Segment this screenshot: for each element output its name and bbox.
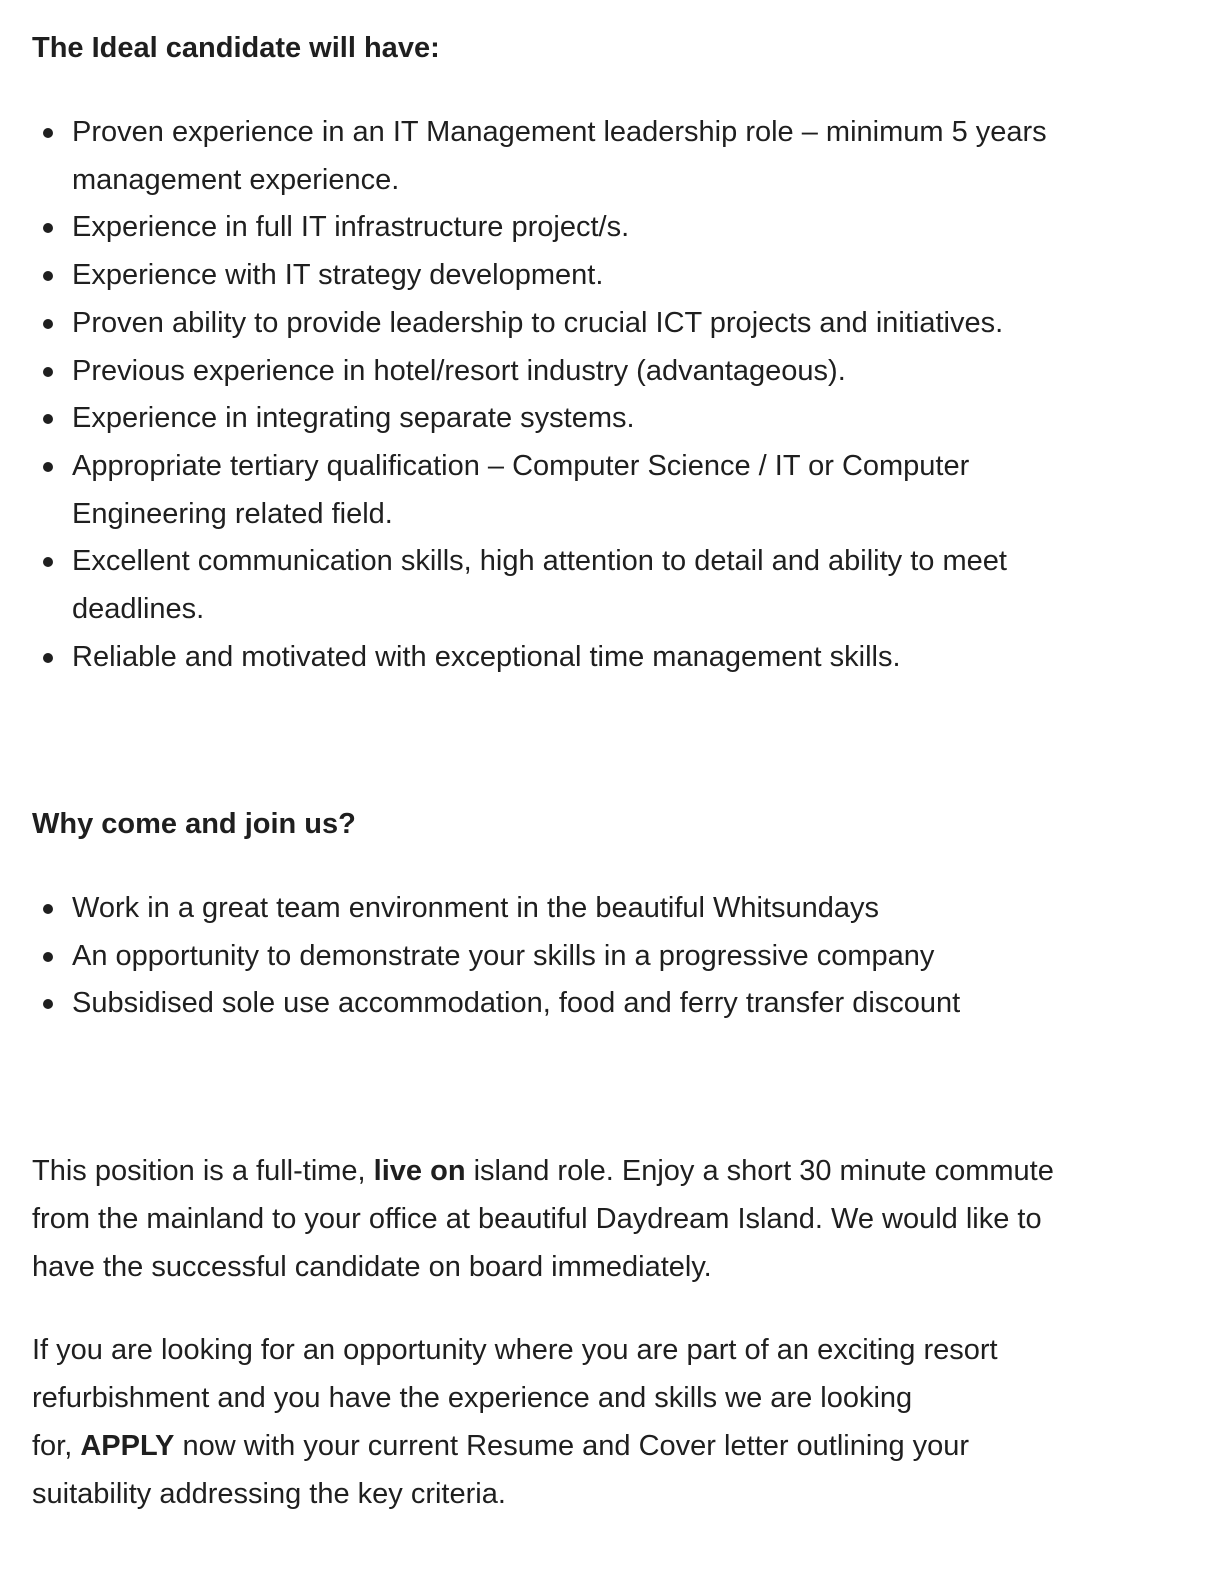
bullet-icon: [43, 319, 53, 329]
apply-text-line1: If you are looking for an opportunity where you are part of an exciting resort: [32, 1334, 998, 1366]
list-item: [0, 980, 1180, 1028]
list-item-text: Proven experience in an IT Management leadership role – minimum 5 years management experience.: [72, 116, 1047, 196]
bullet-icon: [43, 223, 53, 233]
list-item-text: Subsidised sole use accommodation, food and ferry transfer discount: [72, 987, 961, 1020]
list-item: [0, 300, 1180, 348]
apply-bold-text: APPLY: [80, 1430, 175, 1462]
ideal-candidate-heading: The Ideal candidate will have:: [32, 32, 440, 64]
list-item-text: Appropriate tertiary qualification – Computer Science / IT or Computer Engineering related field.: [72, 449, 970, 530]
apply-text-line3-rest: now with your current Resume and Cover letter outlining your: [174, 1430, 970, 1462]
list-item: [0, 348, 1180, 396]
position-text-line1-rest: island role. Enjoy a short 30 minute commute: [465, 1155, 1054, 1187]
list-item: [0, 634, 1180, 682]
bullet-icon: [43, 999, 53, 1009]
ideal-candidate-list: [0, 109, 1180, 681]
list-item: [0, 395, 1180, 443]
why-join-list: [0, 885, 1180, 1028]
list-item-text: Previous experience in hotel/resort industry (advantageous).: [72, 354, 846, 387]
apply-text-line3-start: for,: [32, 1430, 81, 1462]
list-item-text: Reliable and motivated with exceptional time management skills.: [72, 640, 901, 673]
position-text-line3: have the successful candidate on board immediately.: [32, 1251, 712, 1283]
list-item-text: Experience in full IT infrastructure project/s.: [72, 211, 630, 244]
list-item-text: Proven ability to provide leadership to crucial ICT projects and initiatives.: [72, 306, 1004, 339]
position-paragraph: [32, 1147, 1192, 1291]
bullet-icon: [43, 557, 53, 567]
list-item: [0, 933, 1180, 981]
position-bold-text: live on: [373, 1155, 466, 1187]
list-item-text: Excellent communication skills, high attention to detail and ability to meet deadlines.: [72, 545, 1007, 626]
bullet-icon: [43, 271, 53, 281]
list-item: [0, 538, 1180, 633]
list-item-text: Experience with IT strategy development.: [72, 259, 604, 292]
bullet-icon: [43, 952, 53, 962]
list-item: [0, 443, 1180, 538]
list-item-text: Experience in integrating separate systems.: [72, 402, 635, 435]
list-item-text: An opportunity to demonstrate your skills in a progressive company: [72, 939, 935, 972]
apply-paragraph: [32, 1326, 1192, 1518]
position-text-start: This position is a full-time,: [32, 1155, 374, 1187]
bullet-icon: [43, 904, 53, 914]
list-item: [0, 109, 1180, 204]
apply-text-line2: refurbishment and you have the experience and skills we are looking: [32, 1382, 913, 1414]
bullet-icon: [43, 653, 53, 663]
list-item: [0, 252, 1180, 300]
why-join-heading: Why come and join us?: [32, 808, 356, 840]
bullet-icon: [43, 367, 53, 377]
apply-text-line4: suitability addressing the key criteria.: [32, 1478, 506, 1510]
bullet-icon: [43, 128, 53, 138]
position-text-line2: from the mainland to your office at beautiful Daydream Island. We would like to: [32, 1203, 1042, 1235]
list-item: [0, 204, 1180, 252]
list-item-text: Work in a great team environment in the beautiful Whitsundays: [72, 892, 880, 924]
list-item: [0, 885, 1180, 933]
bullet-icon: [43, 414, 53, 424]
bullet-icon: [43, 462, 53, 472]
